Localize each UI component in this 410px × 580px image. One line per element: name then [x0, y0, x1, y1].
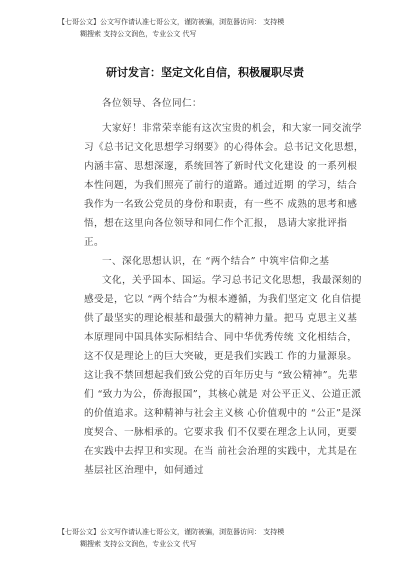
salutation: 各位领导、各位同仁： [102, 98, 202, 109]
paragraph-intro: 大家好！非常荣幸能有这次宝贵的机会，和大家一同交流学习《总书记文化思想学习纲要》的心得体会。总书记文化思想， 内涵丰富、思想深邃，系统回答了新时代文化建设 的一系列根本性问题，为我们照亮了前行的道路。通过近期 的学习，结合我作为一名致公党员的身份和职责，有一些不 成熟的思考和感悟，想在这里向各位领导和同仁作个汇报， 恳请大家批评指正。 [84, 123, 364, 248]
document-body [84, 94, 366, 480]
document-title: 研讨发言：坚定文化自信，积极履职尽责 [106, 66, 304, 79]
header-ad-line-1: 【七哥公文】公文写作请认准七哥公文，谨防被骗，浏览器访问： 支持模 [58, 18, 285, 26]
paragraph-section-1: 文化，关乎国本、国运。学习总书记文化思想，我最深刻的感受是，它以 “两个结合”为根本遵循，为我们坚定文 化自信提供了最坚实的理论根基和最强大的精神力量。把马 克思主义基本原理同中国具体实际相结合、同中华优秀传统 文化相结合，这不仅是理论上的巨大突破，更是我们实践工 作的力量源泉。这让我不禁回想起我们致公党的百年历史与 “致公精神”。先辈们 “致力为公，侨海报国”，其核心就是 对公平正义、公道正派的价值追求。这种精神与社会主义核 心价值观中的 “公正”是深度契合、一脉相承的。它要求我 们不仅要在理念上认同，更要在实践中去捍卫和实现。在当 前社会治理的实践中，尤其是在基层社区治理中，如何通过 [84, 275, 362, 476]
header-ad-banner [58, 16, 378, 40]
header-ad-line-2: 糊搜索 支持公文润色，专业公文 代写 [80, 30, 197, 38]
section-heading-1: 一、深化思想认识，在 “两个结合” 中筑牢信仰之基 [102, 256, 330, 267]
footer-ad-line-1: 【七哥公文】公文写作请认准七哥公文，谨防被骗，浏览器访问： 支持模 [58, 528, 285, 536]
footer-ad-line-2: 糊搜索 支持公文润色，专业公文 代写 [80, 540, 197, 548]
footer-ad-banner [58, 526, 378, 550]
